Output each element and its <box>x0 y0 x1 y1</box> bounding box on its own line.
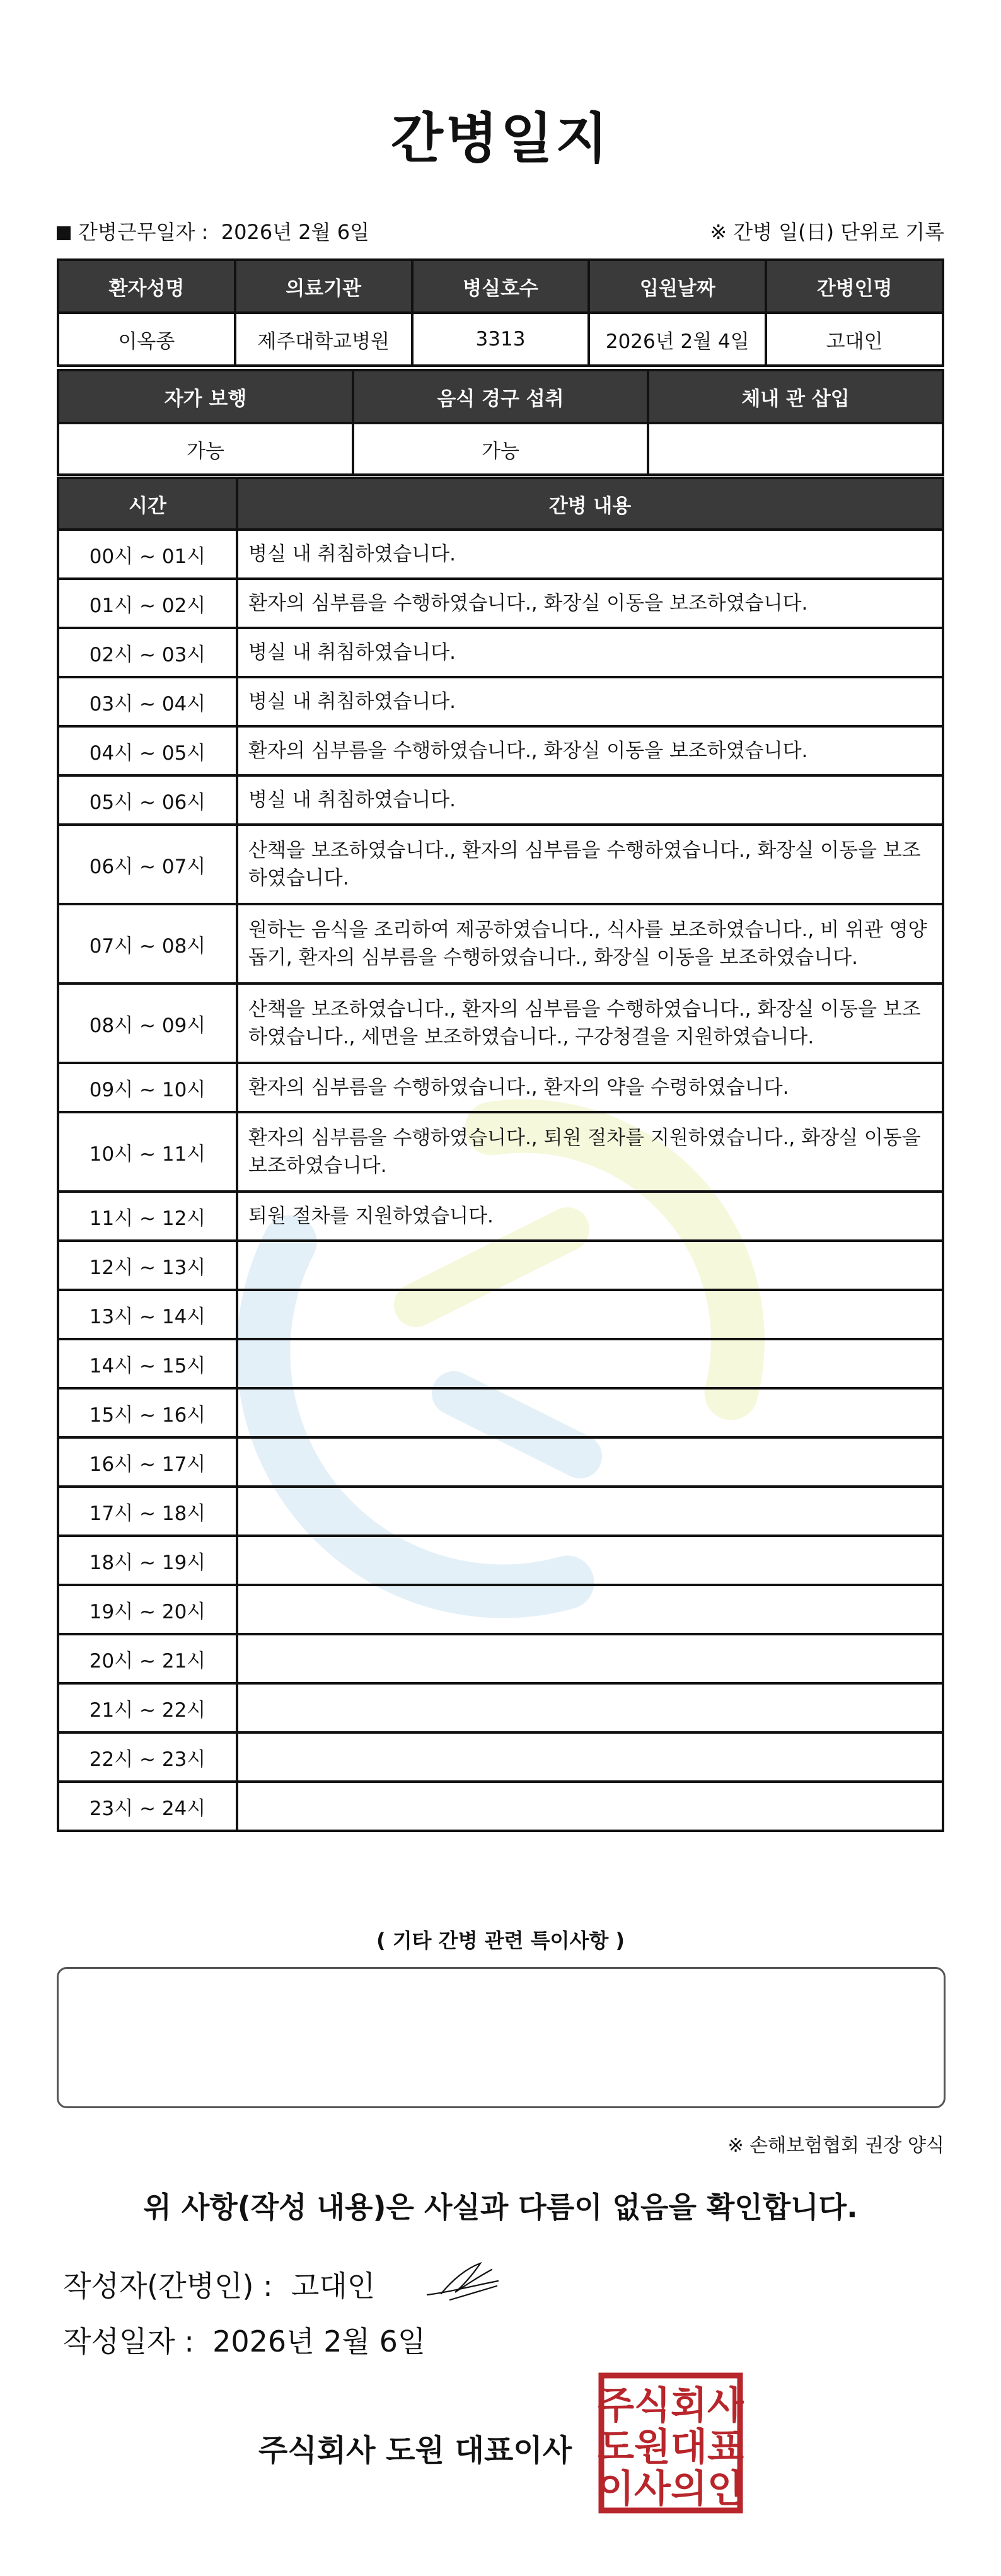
care-log-row <box>58 825 943 904</box>
write-date-line <box>63 2319 425 2360</box>
care-log-time: 10시 ~ 11시 <box>58 1112 237 1192</box>
care-log-time: 13시 ~ 14시 <box>58 1290 237 1339</box>
care-log-row <box>58 775 943 825</box>
care-log-row <box>58 1536 943 1585</box>
work-date-label: 간병근무일자 : <box>78 220 209 244</box>
care-log-row <box>58 1388 943 1437</box>
self-walking-value: 가능 <box>58 423 353 475</box>
care-log-row <box>58 1063 943 1112</box>
header-tube-insertion: 체내 관 삽입 <box>648 370 943 423</box>
care-log-content: 환자의 심부름을 수행하였습니다., 화장실 이동을 보조하였습니다. <box>237 579 943 628</box>
care-log-row <box>58 1634 943 1683</box>
care-log-content: 병실 내 취침하였습니다. <box>237 677 943 726</box>
oral-intake-value: 가능 <box>353 423 648 475</box>
patient-info-header-row <box>58 260 943 313</box>
care-log-content: 환자의 심부름을 수행하였습니다., 화장실 이동을 보조하였습니다. <box>237 726 943 775</box>
recommend-note: ※ 손해보험협회 권장 양식 <box>727 2135 944 2157</box>
company-seal-icon <box>598 2372 744 2514</box>
care-log-time: 22시 ~ 23시 <box>58 1732 237 1782</box>
care-log-content: 산책을 보조하였습니다., 환자의 심부름을 수행하였습니다., 화장실 이동을 보조하였습니다., 세면을 보조하였습니다., 구강청결을 지원하였습니다. <box>237 983 943 1063</box>
care-log-content: 병실 내 취침하였습니다. <box>237 628 943 677</box>
care-log-time: 04시 ~ 05시 <box>58 726 237 775</box>
header-caregiver-name: 간병인명 <box>766 260 943 313</box>
care-log-content <box>237 1437 943 1487</box>
tube-insertion-value <box>648 423 943 475</box>
write-date-value: 2026년 2월 6일 <box>212 2324 426 2358</box>
header-self-walking: 자가 보행 <box>58 370 353 423</box>
care-log-content <box>237 1487 943 1536</box>
care-log-time: 08시 ~ 09시 <box>58 983 237 1063</box>
writer-name: 고대인 <box>291 2269 376 2303</box>
care-log-time: 18시 ~ 19시 <box>58 1536 237 1585</box>
care-log-time: 16시 ~ 17시 <box>58 1437 237 1487</box>
care-log-row <box>58 1241 943 1290</box>
patient-status-table <box>57 369 944 476</box>
notes-box <box>57 1967 946 2108</box>
care-log-row <box>58 904 943 983</box>
care-log-body <box>58 530 943 1831</box>
writer-label: 작성자(간병인) : <box>63 2269 273 2303</box>
care-log-row <box>58 1585 943 1634</box>
care-log-time: 20시 ~ 21시 <box>58 1634 237 1683</box>
care-log-row <box>58 1487 943 1536</box>
page-title: 간병일지 <box>390 107 611 170</box>
svg-text:주식회사: 주식회사 <box>598 2384 744 2428</box>
care-log-content: 병실 내 취침하였습니다. <box>237 775 943 825</box>
patient-name-value: 이옥종 <box>58 313 235 366</box>
care-log-time: 05시 ~ 06시 <box>58 775 237 825</box>
header-hospital: 의료기관 <box>235 260 412 313</box>
square-bullet-icon <box>57 226 71 240</box>
care-log-content <box>237 1782 943 1831</box>
care-log-content: 산책을 보조하였습니다., 환자의 심부름을 수행하였습니다., 화장실 이동을 보조하였습니다. <box>237 825 943 904</box>
care-log-row <box>58 983 943 1063</box>
care-log-row <box>58 1683 943 1732</box>
write-date-label: 작성일자 : <box>63 2324 194 2358</box>
care-log-row <box>58 1112 943 1192</box>
care-log-time: 07시 ~ 08시 <box>58 904 237 983</box>
care-log-time: 00시 ~ 01시 <box>58 530 237 579</box>
care-log-content <box>237 1585 943 1634</box>
care-log-content: 환자의 심부름을 수행하였습니다., 환자의 약을 수령하였습니다. <box>237 1063 943 1112</box>
care-log-content: 환자의 심부름을 수행하였습니다., 퇴원 절차를 지원하였습니다., 화장실 이동을 보조하였습니다. <box>237 1112 943 1192</box>
care-log-time: 23시 ~ 24시 <box>58 1782 237 1831</box>
care-log-row <box>58 579 943 628</box>
care-log-time: 14시 ~ 15시 <box>58 1339 237 1388</box>
unit-note: ※ 간병 일(日) 단위로 기록 <box>710 220 944 244</box>
care-log-row <box>58 628 943 677</box>
care-log-row <box>58 1782 943 1831</box>
care-log-row <box>58 726 943 775</box>
care-log-content <box>237 1241 943 1290</box>
care-log-time: 11시 ~ 12시 <box>58 1192 237 1241</box>
care-log-content: 병실 내 취침하였습니다. <box>237 530 943 579</box>
patient-info-value-row <box>58 313 943 366</box>
care-log-row <box>58 530 943 579</box>
room-number-value: 3313 <box>412 313 589 366</box>
patient-info-table <box>57 258 944 367</box>
care-log-table <box>57 477 944 1832</box>
care-log-content <box>237 1732 943 1782</box>
care-log-row <box>58 1290 943 1339</box>
notes-title: ( 기타 간병 관련 특이사항 ) <box>376 1929 625 1952</box>
care-log-content <box>237 1634 943 1683</box>
writer-line <box>63 2263 375 2305</box>
care-log-content <box>237 1290 943 1339</box>
care-log-time: 19시 ~ 20시 <box>58 1585 237 1634</box>
header-patient-name: 환자성명 <box>58 260 235 313</box>
care-log-content <box>237 1388 943 1437</box>
care-log-time: 02시 ~ 03시 <box>58 628 237 677</box>
svg-text:도원대표: 도원대표 <box>598 2425 744 2469</box>
care-log-time: 17시 ~ 18시 <box>58 1487 237 1536</box>
care-log-time: 21시 ~ 22시 <box>58 1683 237 1732</box>
care-log-content: 퇴원 절차를 지원하였습니다. <box>237 1192 943 1241</box>
svg-text:이사의인: 이사의인 <box>598 2467 744 2511</box>
caregiver-name-value: 고대인 <box>766 313 943 366</box>
header-care-content: 간병 내용 <box>237 478 943 530</box>
work-date-value: 2026년 2월 6일 <box>221 220 370 244</box>
patient-status-value-row <box>58 423 943 475</box>
care-log-row <box>58 677 943 726</box>
header-admission-date: 입원날짜 <box>589 260 766 313</box>
care-log-time: 09시 ~ 10시 <box>58 1063 237 1112</box>
hospital-value: 제주대학교병원 <box>235 313 412 366</box>
header-oral-intake: 음식 경구 섭취 <box>353 370 648 423</box>
company-representative: 주식회사 도원 대표이사 <box>258 2433 572 2468</box>
admission-date-value: 2026년 2월 4일 <box>589 313 766 366</box>
care-log-row <box>58 1437 943 1487</box>
care-log-row <box>58 1732 943 1782</box>
care-log-content <box>237 1339 943 1388</box>
signature-image <box>422 2256 504 2306</box>
care-log-time: 15시 ~ 16시 <box>58 1388 237 1437</box>
care-log-time: 03시 ~ 04시 <box>58 677 237 726</box>
care-log-content: 원하는 음식을 조리하여 제공하였습니다., 식사를 보조하였습니다., 비 위관 영양돕기, 환자의 심부름을 수행하였습니다., 화장실 이동을 보조하였습니다. <box>237 904 943 983</box>
header-time: 시간 <box>58 478 237 530</box>
care-log-row <box>58 1192 943 1241</box>
care-log-time: 06시 ~ 07시 <box>58 825 237 904</box>
confirm-statement: 위 사항(작성 내용)은 사실과 다름이 없음을 확인합니다. <box>143 2190 858 2224</box>
header-room-number: 병실호수 <box>412 260 589 313</box>
patient-status-header-row <box>58 370 943 423</box>
care-log-content <box>237 1683 943 1732</box>
care-log-time: 01시 ~ 02시 <box>58 579 237 628</box>
care-log-header-row <box>58 478 943 530</box>
care-log-time: 12시 ~ 13시 <box>58 1241 237 1290</box>
care-log-row <box>58 1339 943 1388</box>
work-date-line <box>57 216 369 245</box>
care-log-content <box>237 1536 943 1585</box>
